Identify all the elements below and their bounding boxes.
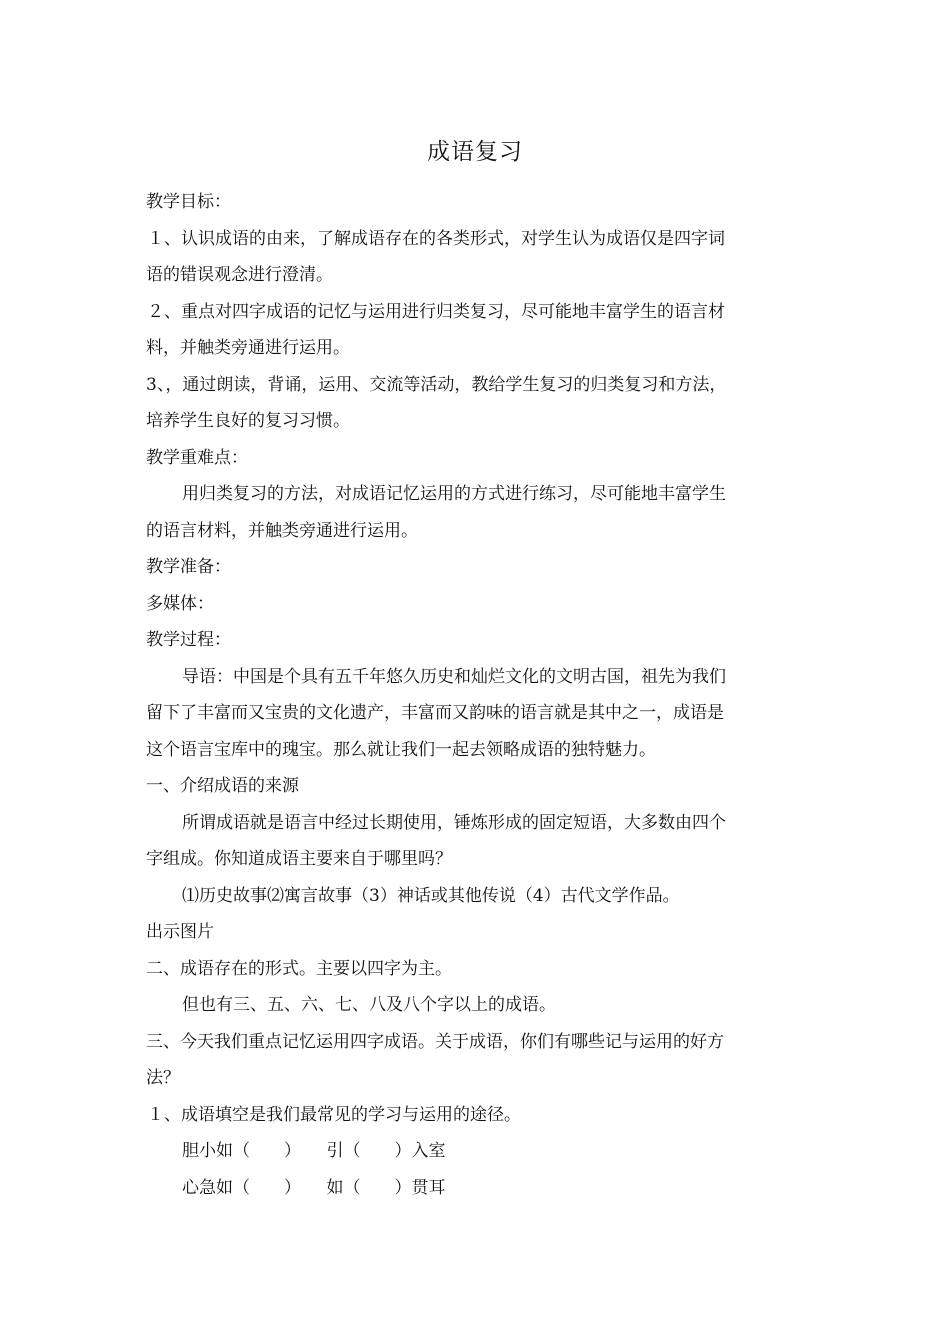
- part-3-heading-line-2: 法？: [146, 1068, 180, 1088]
- part-1-line-1: 所谓成语就是语言中经过长期使用，锤炼形成的固定短语，大多数由四个: [182, 812, 726, 833]
- show-pictures: 出示图片: [146, 922, 214, 942]
- fill-blank-row-1: 胆小如（ ） 引（ ）入室: [182, 1141, 446, 1161]
- intro-line-1: 导语：中国是个具有五千年悠久历史和灿烂文化的文明古国，祖先为我们: [182, 666, 726, 687]
- objective-2-line-2: 料，并触类旁通进行运用。: [146, 338, 350, 358]
- intro-line-2: 留下了丰富而又宝贵的文化遗产，丰富而又韵味的语言就是其中之一，成语是: [146, 703, 724, 723]
- objective-3-line-2: 培养学生良好的复习习惯。: [146, 411, 350, 431]
- objective-3-line-1: 3、，通过朗读，背诵，运用、交流等活动，教给学生复习的归类复习和方法，: [146, 374, 727, 395]
- section-heading-process: 教学过程：: [146, 630, 231, 650]
- section-heading-objectives: 教学目标：: [146, 192, 231, 212]
- part-2-line-1: 但也有三、五、六、七、八及八个字以上的成语。: [182, 995, 556, 1015]
- document-body: [146, 184, 810, 1206]
- objective-2-line-1: ２、重点对四字成语的记忆与运用进行归类复习，尽可能地丰富学生的语言材: [147, 301, 725, 322]
- exercise-1-heading: １、成语填空是我们最常见的学习与运用的途径。: [147, 1104, 521, 1125]
- key-points-line-2: 的语言材料，并触类旁通进行运用。: [146, 520, 418, 541]
- part-1-heading: 一、介绍成语的来源: [146, 776, 299, 796]
- preparation-media: 多媒体：: [146, 593, 214, 614]
- intro-line-3: 这个语言宝库中的瑰宝。那么就让我们一起去领略成语的独特魅力。: [146, 739, 656, 760]
- objective-1-line-2: 语的错误观念进行澄清。: [146, 265, 333, 285]
- key-points-line-1: 用归类复习的方法，对成语记忆运用的方式进行练习，尽可能地丰富学生: [182, 484, 726, 504]
- document-title: 成语复习: [427, 139, 523, 165]
- section-heading-preparation: 教学准备：: [146, 557, 231, 577]
- part-2-heading: 二、成语存在的形式。主要以四字为主。: [146, 958, 452, 979]
- objective-1-line-1: １、认识成语的由来，了解成语存在的各类形式，对学生认为成语仅是四字词: [147, 228, 725, 249]
- part-3-heading-line-1: 三、今天我们重点记忆运用四字成语。关于成语，你们有哪些记与运用的好方: [146, 1031, 724, 1052]
- part-1-line-2: 字组成。你知道成语主要来自于哪里吗？: [146, 849, 452, 869]
- sources-list: ⑴历史故事⑵寓言故事（3）神话或其他传说（4）古代文学作品。: [182, 885, 680, 906]
- fill-blank-row-2: 心急如（ ） 如（ ）贯耳: [182, 1177, 446, 1198]
- section-heading-key-points: 教学重难点：: [146, 447, 248, 468]
